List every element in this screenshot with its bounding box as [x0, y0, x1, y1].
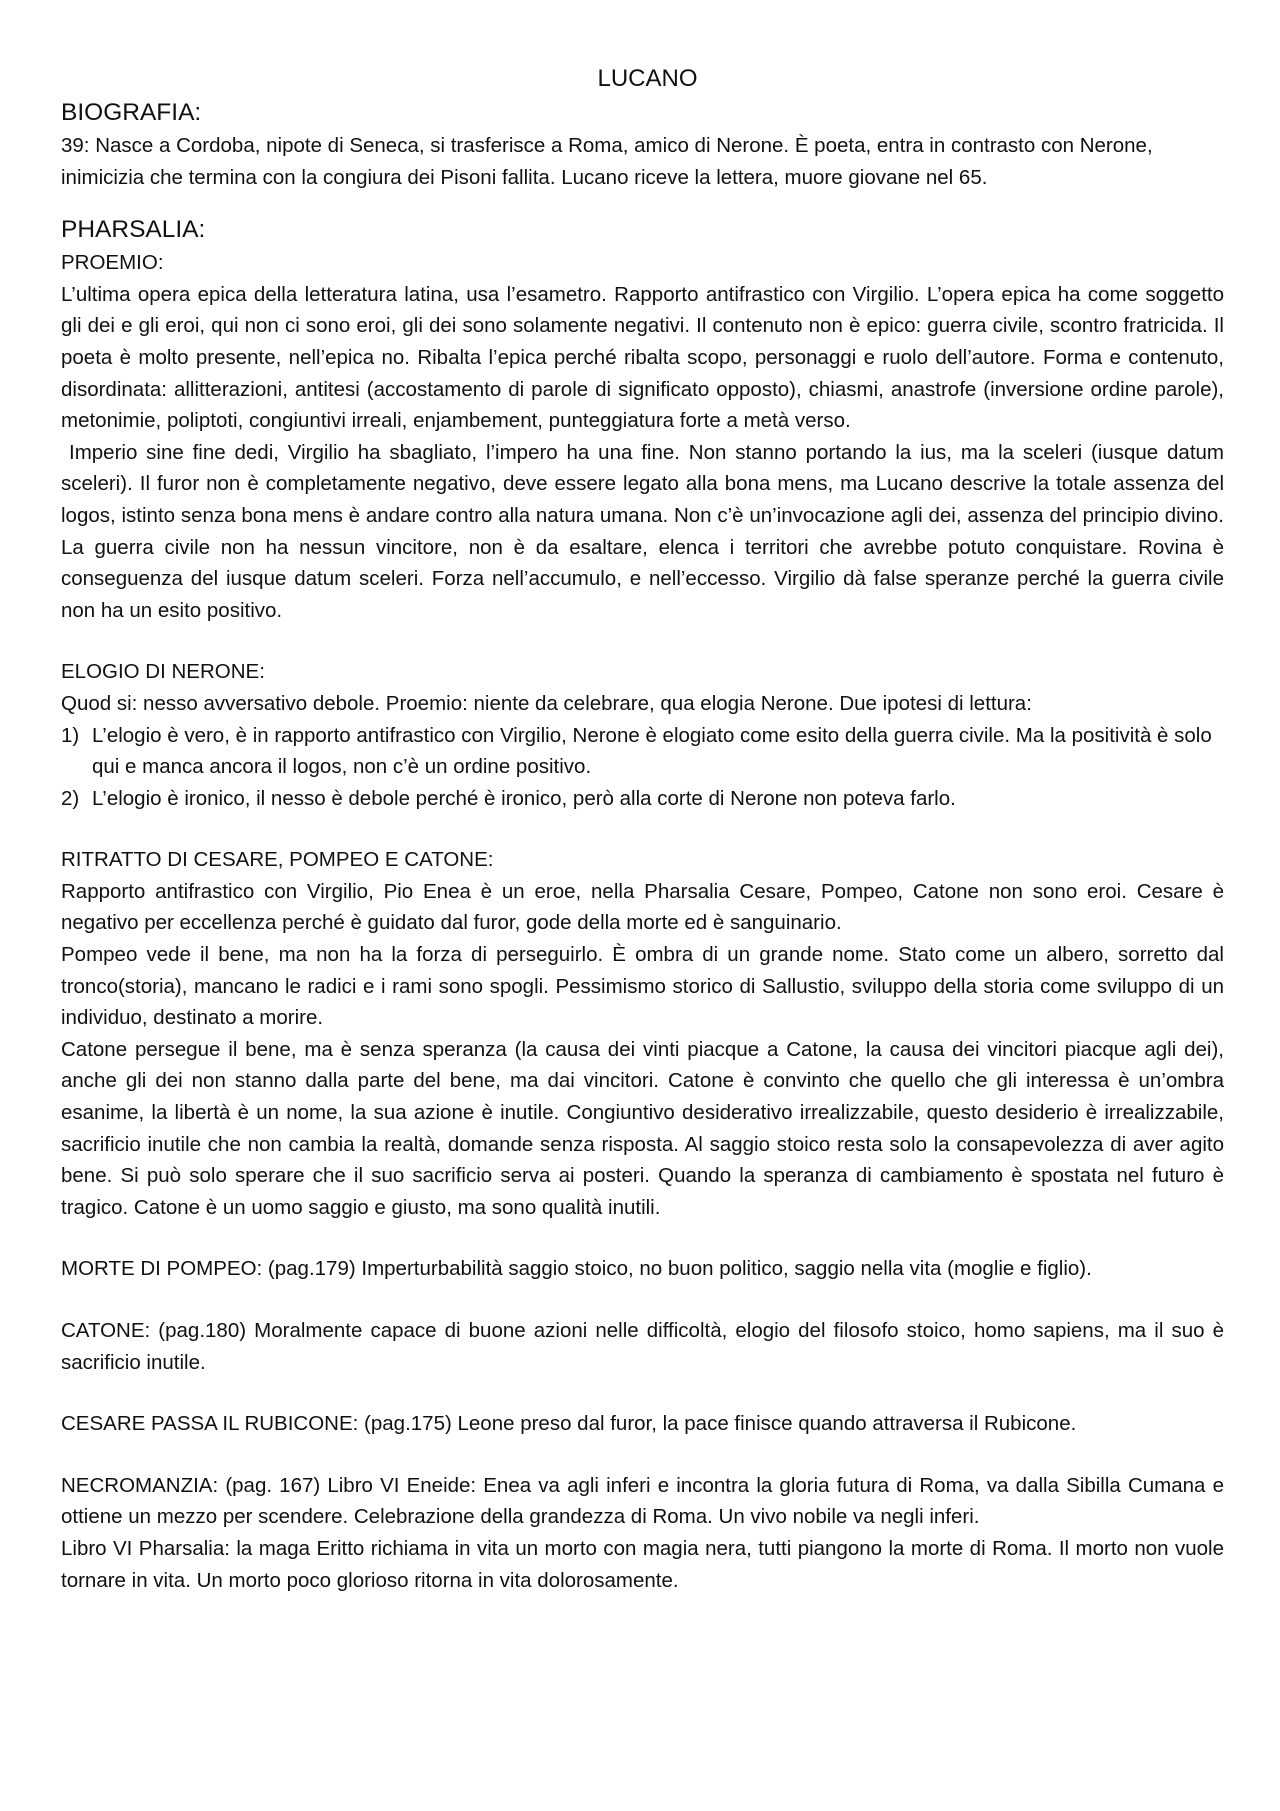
spacer [61, 814, 1224, 844]
spacer [61, 1440, 1224, 1470]
biografia-text: 39: Nasce a Cordoba, nipote di Seneca, si trasferisce a Roma, amico di Nerone. È poeta, entra in contrasto con Nerone, inimicizia che termina con la congiura dei Pisoni fallita. Lucano riceve la lettera, muore giovane nel 65. [61, 134, 1153, 189]
necromanzia-paragraph-2: Libro VI Pharsalia: la maga Eritto richiama in vita un morto con magia nera, tutti piangono la morte di Roma. Il morto non vuole tornare in vita. Un morto poco glorioso ritorna in vita dolorosamente. [61, 1536, 1224, 1592]
list-item [61, 783, 1224, 815]
proemio-paragraph-1: L’ultima opera epica della letteratura latina, usa l’esametro. Rapporto antifrastico con Virgilio. L’opera epica ha come soggetto gli dei e gli eroi, qui non ci sono eroi, gli dei sono solamente negativi. Il contenuto non è epico: guerra civile, scontro fratricida. Il poeta è molto presente, nell’epica no. Ribalta l’epica perché ribalta scopo, personaggi e ruolo dell’autore. Forma e contenuto, disordinata: allitterazioni, antitesi (accostamento di parole di significato opposto), chiasmi, anastrofe (inversione ordine parole), metonimie, poliptoti, congiuntivi irreali, enjambement, punteggiatura forte a metà verso. [61, 282, 1224, 433]
spacer [61, 193, 1224, 213]
proemio-paragraph-2: Imperio sine fine dedi, Virgilio ha sbagliato, l’impero ha una fine. Non stanno portando la ius, ma la sceleri (iusque datum sceleri). Il furor non è completamente negativo, deve essere legato alla bona mens, ma Lucano descrive la totale assenza del logos, istinto senza bona mens è andare contro alla natura umana. Non c’è un’invocazione agli dei, assenza del principio divino. La guerra civile non ha nessun vincitore, non è da esaltare, elenca i territori che avrebbe potuto conquistare. Rovina è conseguenza del iusque datum sceleri. Forza nell’accumulo, e nell’eccesso. Virgilio dà false speranze perché la guerra civile non ha un esito positivo. [61, 440, 1224, 622]
elogio-intro: Quod si: nesso avversativo debole. Proemio: niente da celebrare, qua elogia Nerone. Due ipotesi di lettura: [61, 691, 1032, 715]
page-title: LUCANO [597, 65, 698, 92]
spacer [61, 1223, 1224, 1253]
pharsalia-heading: PHARSALIA: [61, 216, 206, 244]
ritratto-heading: RITRATTO DI CESARE, POMPEO E CATONE: [61, 848, 494, 872]
elogio-list [61, 720, 1224, 815]
necromanzia-paragraph-1: NECROMANZIA: (pag. 167) Libro VI Eneide: Enea va agli inferi e incontra la gloria futura di Roma, va dalla Sibilla Cumana e ottiene un mezzo per scendere. Celebrazione della grandezza di Roma. Un vivo nobile va negli inferi. [61, 1473, 1224, 1529]
list-item [61, 720, 1224, 783]
spacer [61, 626, 1224, 656]
spacer [61, 1285, 1224, 1315]
proemio-heading: PROEMIO: [61, 251, 164, 275]
list-item-text: L’elogio è ironico, il nesso è debole perché è ironico, però alla corte di Nerone non poteva farlo. [92, 786, 956, 810]
ritratto-paragraph-2: Pompeo vede il bene, ma non ha la forza di perseguirlo. È ombra di un grande nome. Stato come un albero, sorretto dal tronco(storia), mancano le radici e i rami sono spogli. Pessimismo storico di Sallustio, sviluppo della storia come sviluppo di un individuo, destinato a morire. [61, 943, 1224, 1030]
morte-pompeo-paragraph: MORTE DI POMPEO: (pag.179) Imperturbabilità saggio stoico, no buon politico, saggio nella vita (moglie e figlio). [61, 1257, 1092, 1281]
ritratto-paragraph-1: Rapporto antifrastico con Virgilio, Pio Enea è un eroe, nella Pharsalia Cesare, Pompeo, Catone non sono eroi. Cesare è negativo per eccellenza perché è guidato dal furor, gode della morte ed è sanguinario. [61, 879, 1224, 935]
cesare-rubicone-paragraph: CESARE PASSA IL RUBICONE: (pag.175) Leone preso dal furor, la pace finisce quando attraversa il Rubicone. [61, 1412, 1077, 1436]
document-body [61, 62, 1224, 1596]
biografia-heading: BIOGRAFIA: [61, 99, 202, 126]
elogio-heading: ELOGIO DI NERONE: [61, 660, 265, 684]
list-item-text: L’elogio è vero, è in rapporto antifrastico con Virgilio, Nerone è elogiato come esito della guerra civile. Ma la positività è solo qui e manca ancora il logos, non c’è un ordine positivo. [92, 723, 1212, 779]
list-item-number: 1) [61, 723, 80, 747]
spacer [61, 1378, 1224, 1408]
catone-paragraph: CATONE: (pag.180) Moralmente capace di buone azioni nelle difficoltà, elogio del filosofo stoico, homo sapiens, ma il suo è sacrificio inutile. [61, 1319, 1224, 1374]
list-item-number: 2) [61, 786, 80, 810]
ritratto-paragraph-3: Catone persegue il bene, ma è senza speranza (la causa dei vinti piacque a Catone, la causa dei vincitori piacque agli dei), anche gli dei non stanno dalla parte del bene, ma dai vincitori. Catone è convinto che quello che gli interessa è un’ombra esanime, la libertà è un nome, la sua azione è inutile. Congiuntivo desiderativo irrealizzabile, questo desiderio è irrealizzabile, sacrificio inutile che non cambia la realtà, domande senza risposta. Al saggio stoico resta solo la consapevolezza di aver agito bene. Si può solo sperare che il suo sacrificio serva ai posteri. Quando la speranza di cambiamento è spostata nel futuro è tragico. Catone è un uomo saggio e giusto, ma sono qualità inutili. [61, 1037, 1224, 1219]
